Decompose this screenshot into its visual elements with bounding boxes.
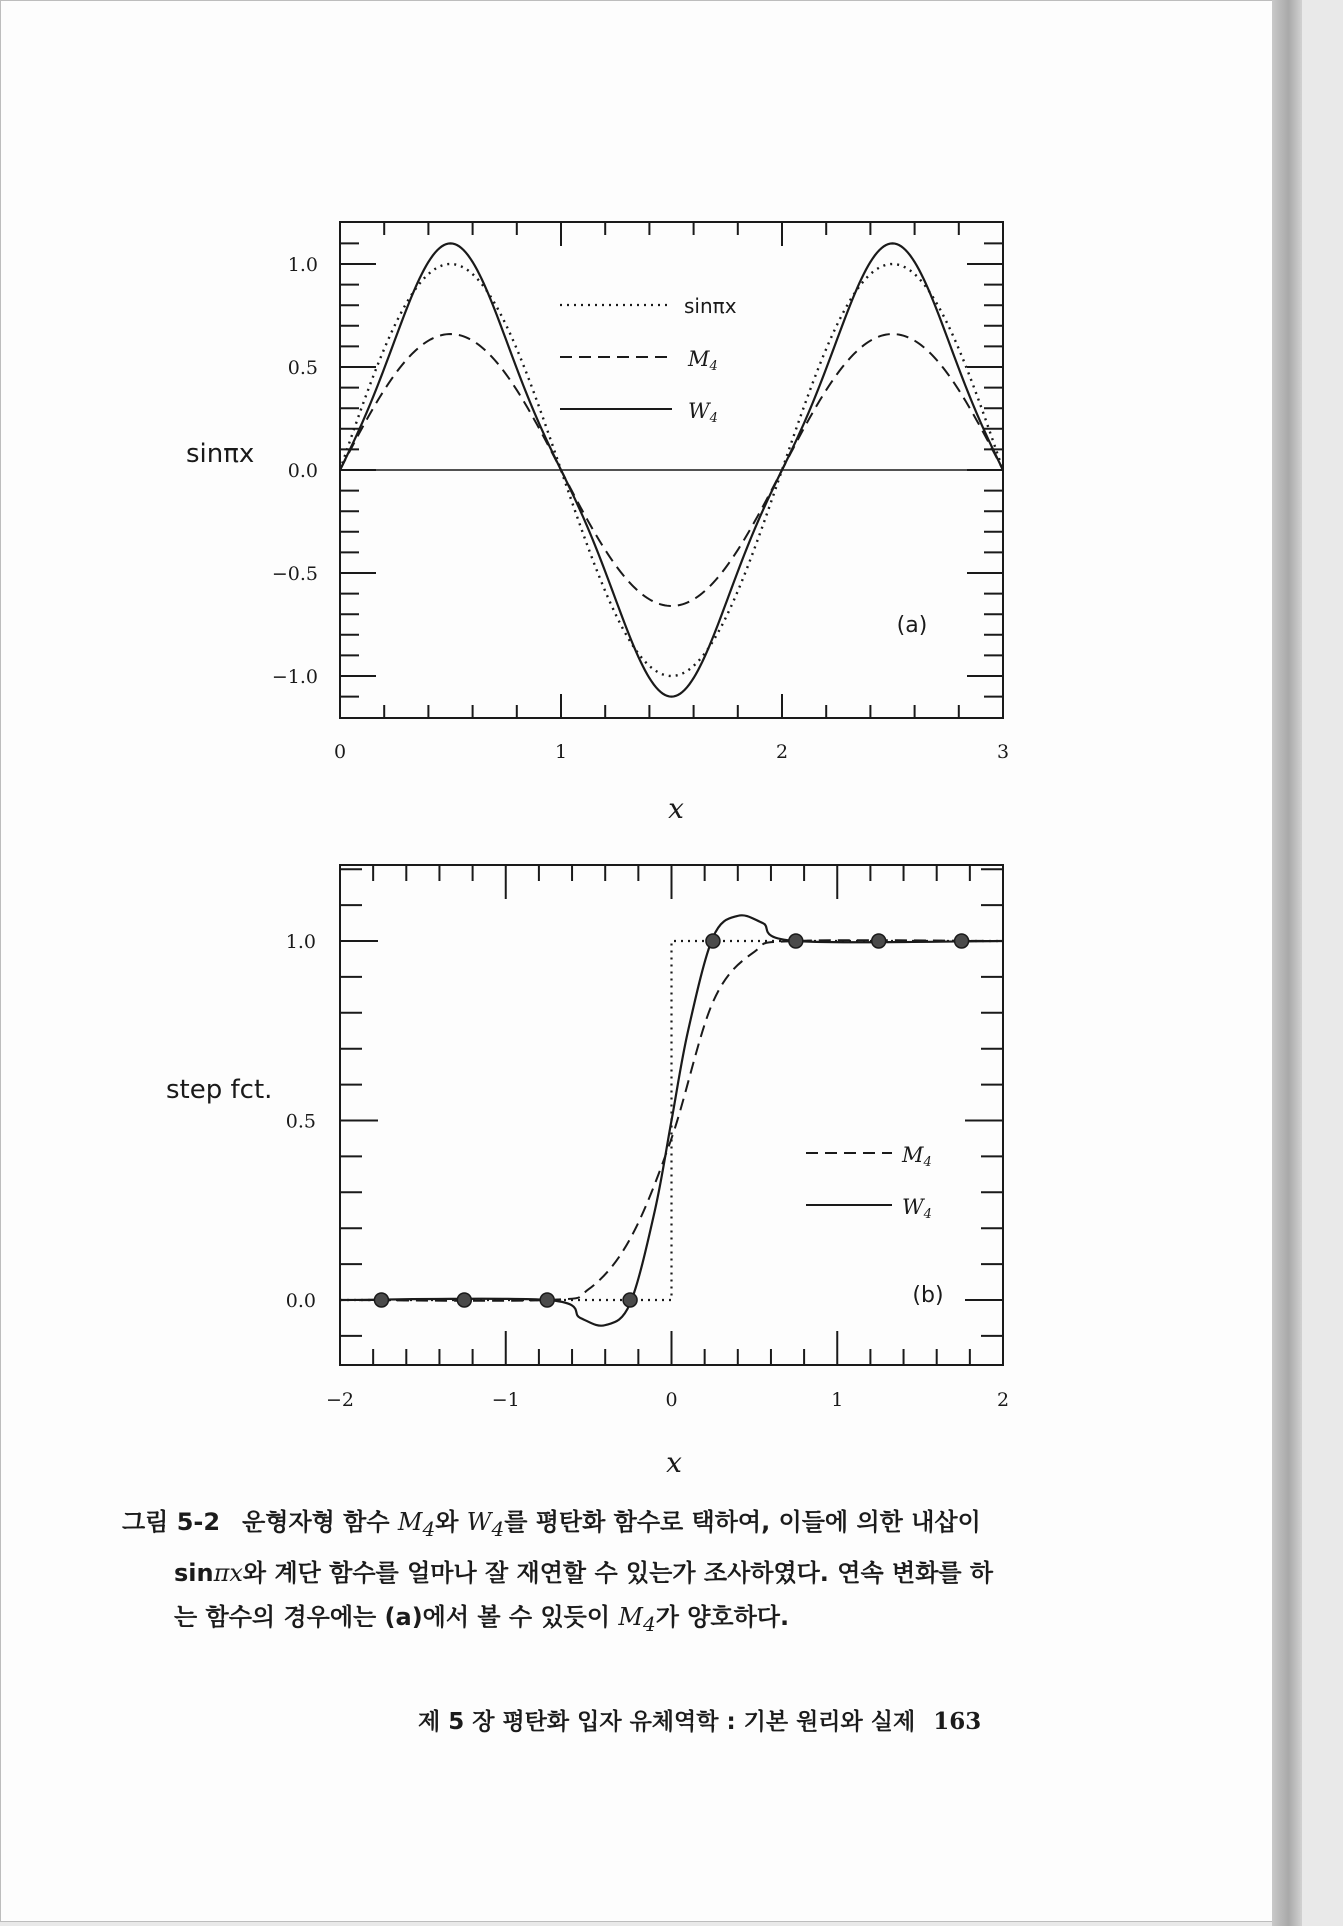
legend-w4-sub-b: 4 [923,1207,932,1222]
caption-w4-sub: 4 [491,1516,505,1541]
legend-label-m4 [687,347,718,374]
caption-m4-sub: 4 [422,1516,436,1541]
caption-text-1c: 를 평탄화 함수로 택하여, 이들에 의한 내삽이 [504,1508,981,1536]
legend-a [560,294,737,426]
sample-point-marker [955,934,969,948]
caption-figure-number: 그림 5-2 [122,1508,221,1536]
caption-text-1b: 와 [435,1508,467,1536]
sample-point-marker [540,1293,554,1307]
y-tick-label-b: 0.0 [285,1290,316,1312]
y-tick-label-a: −0.5 [271,563,318,585]
y-axis-label-a: sinπx [186,439,255,469]
legend-m4-sub-b: 4 [923,1155,932,1170]
x-tick-label-a: 3 [996,741,1010,763]
y-tick-label-a: 0.0 [287,460,318,482]
legend-label-m4-b [901,1143,932,1170]
legend-w4-letter-b: W [902,1195,924,1219]
caption-m4-letter-2: M [618,1602,643,1631]
x-tick-label-b: −1 [491,1389,520,1411]
legend-m4-sub: 4 [709,359,718,374]
caption-text-2a: sin [174,1558,214,1587]
chart-panel-a [186,222,1009,825]
caption-m4-sub-2: 4 [642,1611,656,1636]
caption-w4-letter: W [466,1508,492,1536]
axis-labels-a [272,254,1009,763]
y-tick-label-a: 1.0 [287,254,318,276]
x-axis-label-a: x [668,792,684,825]
page-footer [418,1703,981,1736]
caption-text-1a: 운형자형 함수 [242,1508,398,1536]
panel-label-a: (a) [896,613,928,638]
caption-m4-letter: M [397,1508,423,1536]
sample-point-marker [706,934,720,948]
x-tick-label-a: 0 [333,741,347,763]
x-tick-label-b: 0 [665,1389,678,1411]
sample-point-marker [789,934,803,948]
book-spine-edge [1272,0,1302,1926]
sample-point-marker [872,934,886,948]
panel-label-b: (b) [912,1283,944,1308]
legend-w4-sub: 4 [709,411,718,426]
caption-line-3 [122,1595,1072,1646]
page-number: 163 [933,1708,982,1735]
caption-text-3b: 가 양호하다. [655,1602,790,1631]
axis-labels-b [286,931,1009,1411]
x-tick-label-a: 1 [554,741,568,763]
chapter-title: 제 5 장 평탄화 입자 유체역학 : 기본 원리와 실제 [418,1709,916,1735]
series-w4-line-b [340,915,1003,1325]
y-tick-label-b: 0.5 [285,1110,316,1133]
figure-caption [122,1500,1072,1646]
x-tick-label-b: 1 [831,1389,844,1411]
legend-b [806,1143,932,1222]
y-axis-label-b: step fct. [166,1075,273,1105]
caption-line-2 [122,1551,1072,1595]
legend-w4-letter: W [688,399,710,423]
legend-m4-letter: M [688,347,710,371]
legend-label-w4-b [902,1195,932,1222]
caption-line-1 [122,1500,1072,1551]
x-tick-label-a: 2 [775,741,789,763]
caption-text-2b: 와 계단 함수를 얼마나 잘 재연할 수 있는가 조사하였다. 연속 변화를 하 [242,1558,994,1587]
caption-pix: πx [213,1558,243,1587]
legend-label-sin: sinπx [684,294,737,318]
y-tick-label-a: −1.0 [271,666,318,688]
x-tick-label-b: −2 [325,1389,355,1411]
caption-text-3a: 는 함수의 경우에는 (a)에서 볼 수 있듯이 [174,1602,619,1631]
legend-m4-letter-b: M [902,1143,924,1167]
sample-point-marker [457,1293,471,1307]
x-tick-label-b: 2 [996,1389,1010,1411]
sample-point-marker [374,1293,388,1307]
y-tick-label-a: 0.5 [287,357,318,379]
x-axis-label-b: x [666,1446,682,1479]
chart-panel-b [166,865,1009,1479]
y-tick-label-b: 1.0 [285,931,316,953]
sample-point-marker [623,1293,637,1307]
legend-label-w4 [688,399,718,426]
series-group-b [340,915,1003,1325]
tick-marks-a [340,222,1003,718]
